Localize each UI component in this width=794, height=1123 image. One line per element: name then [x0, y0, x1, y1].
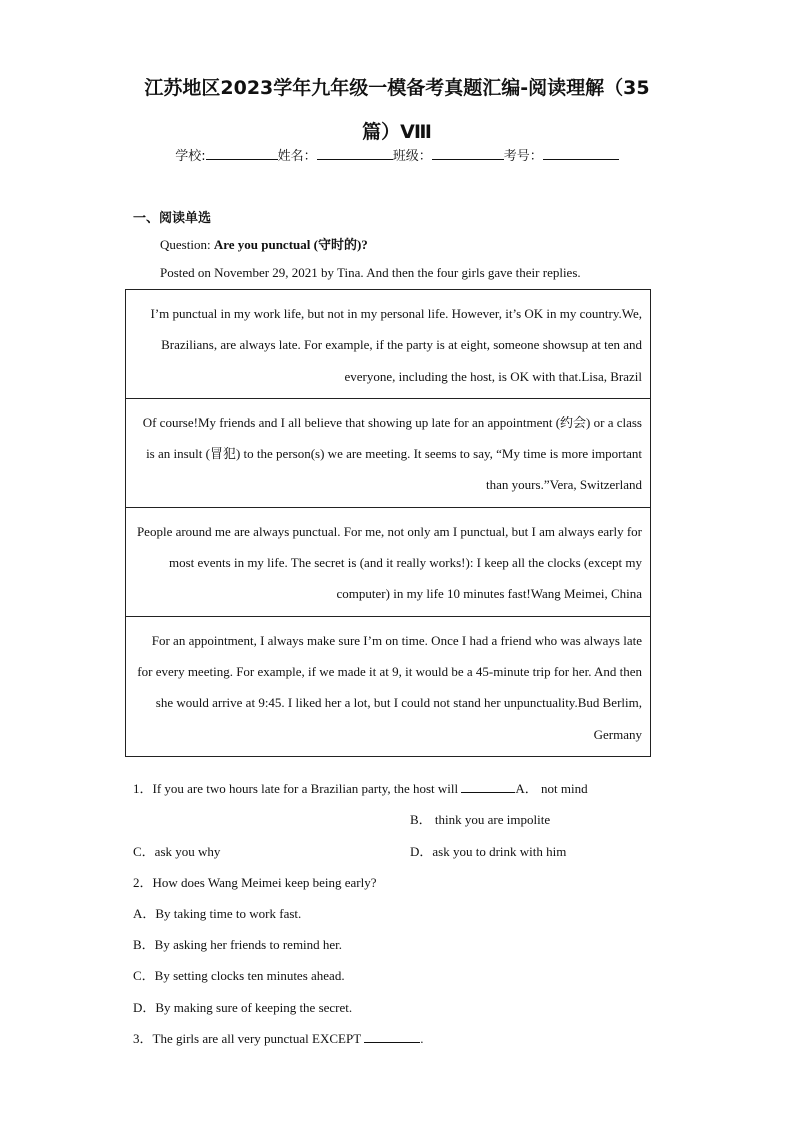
title-line-1: 江苏地区2023学年九年级一模备考真题汇编-阅读理解（35	[144, 77, 650, 99]
q1-option-b[interactable]: B． think you are impolite	[410, 812, 551, 827]
q1-option-d[interactable]: D．ask you to drink with him	[410, 844, 567, 859]
question-line	[160, 234, 368, 253]
student-info-row	[0, 145, 794, 164]
q2-option-a[interactable]: A．By taking time to work fast.	[133, 906, 302, 921]
title-line-2: 篇）Ⅷ	[362, 121, 432, 143]
replies-table	[125, 289, 651, 757]
exam-no-label: 考号：	[503, 149, 543, 164]
document-title	[120, 66, 674, 154]
school-label: 学校:	[175, 149, 206, 164]
school-blank[interactable]	[206, 147, 278, 160]
q2-option-c[interactable]: C．By setting clocks ten minutes ahead.	[133, 968, 345, 983]
exam-no-blank[interactable]	[543, 147, 619, 160]
class-label: 班级：	[392, 149, 432, 164]
question-prefix: Question:	[160, 237, 214, 252]
q3-stem: 3．The girls are all very punctual EXCEPT	[133, 1031, 361, 1046]
q3-stem-line	[133, 1028, 423, 1047]
reply-wang-meimei: People around me are always punctual. For me, not only am I punctual, but I am always early for most events in my life. The secret is (and it really works!): I keep all the clocks (except my computer) in my life 10 minutes fast!Wang Meimei, China	[126, 507, 651, 616]
question-text: Are you punctual (守时的)?	[213, 237, 368, 252]
q1-answer-blank[interactable]	[461, 781, 515, 793]
q1-option-c[interactable]: C．ask you why	[133, 844, 221, 859]
q3-end: .	[420, 1031, 424, 1046]
posted-line: Posted on November 29, 2021 by Tina. And then the four girls gave their replies.	[160, 265, 581, 280]
reply-vera: Of course!My friends and I all believe that showing up late for an appointment (约会) or a class is an insult (冒犯) to the person(s) we are meeting. It seems to say, “My time is more important than yours.”Vera, Switzerland	[126, 398, 651, 507]
q3-answer-blank[interactable]	[364, 1031, 420, 1043]
name-label: 姓名：	[277, 149, 317, 164]
section-title: 一、阅读单选	[133, 211, 212, 226]
q1-stem: 1．If you are two hours late for a Brazilian party, the host will	[133, 781, 459, 796]
q2-option-b[interactable]: B．By asking her friends to remind her.	[133, 937, 343, 952]
table-row	[126, 507, 651, 616]
table-row	[126, 398, 651, 507]
reply-bud: For an appointment, I always make sure I’m on time. Once I had a friend who was always late for every meeting. For example, if we made it at 9, it would be a 45-minute trip for her. And then she would arrive at 9:45. I liked her a lot, but I could not stand her unpunctuality.Bud Berlim, Germany	[126, 616, 651, 756]
name-blank[interactable]	[317, 147, 393, 160]
table-row	[126, 616, 651, 756]
q1-option-a[interactable]: A． not mind	[515, 781, 588, 796]
table-row	[126, 290, 651, 399]
reply-lisa: I’m punctual in my work life, but not in my personal life. However, it’s OK in my country.We, Brazilians, are always late. For example, if the party is at eight, someone showsup at ten and everyone, including the host, is OK with that.Lisa, Brazil	[126, 290, 651, 399]
q1-stem-line	[133, 778, 588, 797]
q2-stem: 2．How does Wang Meimei keep being early?	[133, 875, 377, 890]
q2-option-d[interactable]: D．By making sure of keeping the secret.	[133, 1000, 353, 1015]
class-blank[interactable]	[432, 147, 504, 160]
